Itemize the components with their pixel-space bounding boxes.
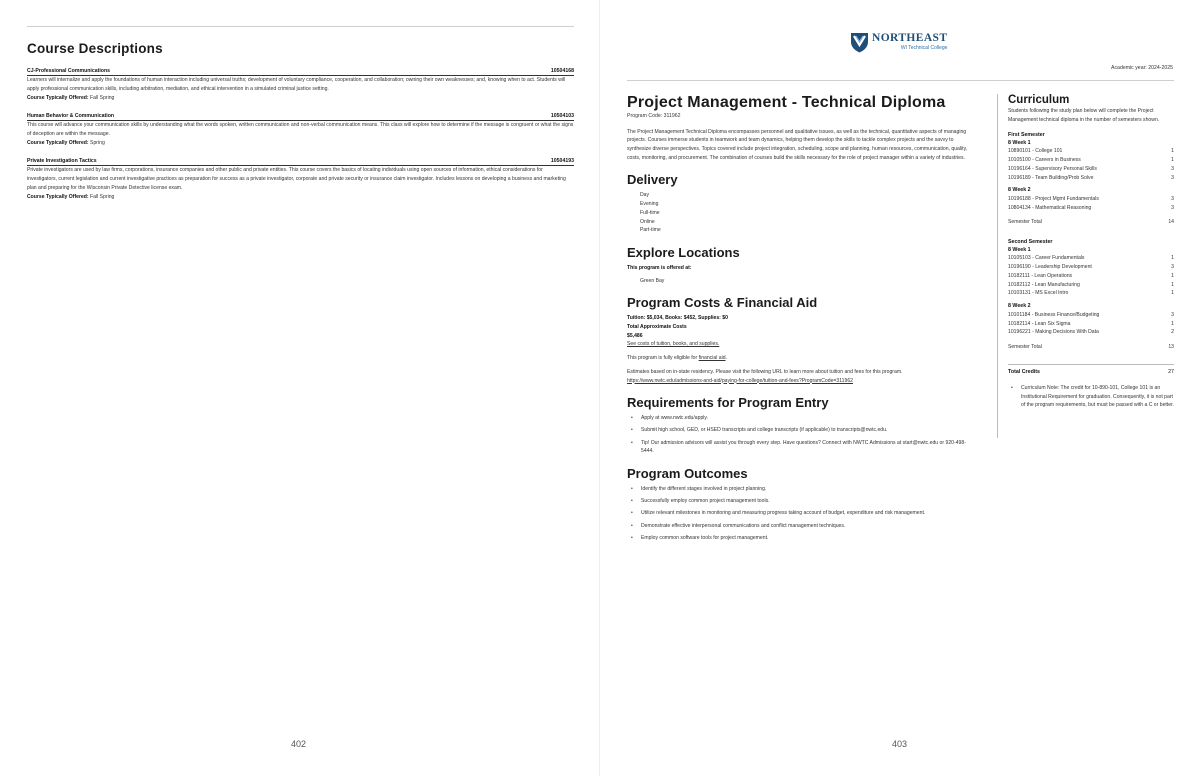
course-name: 10103131 - MS Excel Intro	[1008, 290, 1069, 297]
semester-total-row	[1008, 218, 1174, 227]
course-description: Private investigators are used by law firms, corporations, insurance companies and other public and private entities. This course covers the basics of locating individuals using open sources of information, ethical considerations for investigators, current legislation and current investigative practices as preparation for success as a private investigator, corporate and private security or insurance claim investigator. Includes lessons on developing a business and marketing plan and preparing for the Wisconsin Private Detective license exam.	[27, 167, 566, 191]
costs-link[interactable]: See costs of tuition, books, and supplies.	[627, 341, 720, 348]
financial-aid-link[interactable]: financial aid	[698, 355, 726, 362]
week-label: 8 Week 1	[1008, 139, 1031, 146]
week-label: 8 Week 2	[1008, 303, 1031, 310]
curriculum-course-row	[1008, 289, 1174, 298]
curriculum-course-row	[1008, 272, 1174, 281]
college-logo	[850, 31, 947, 53]
academic-year: Academic year: 2024-2025	[1111, 65, 1173, 71]
course-item	[27, 68, 574, 102]
requirement-item: • Apply at www.nwtc.edu/apply.	[627, 414, 977, 423]
course-name: 10105100 - Careers in Business	[1008, 156, 1081, 163]
curriculum-heading: Curriculum	[1008, 94, 1070, 106]
aid-end: .	[725, 355, 727, 362]
outcome-item: • Employ common software tools for project management.	[627, 534, 977, 543]
course-description: Learners will internalize and apply the foundations of human interaction including universal truths; development of voluntary compliance, cooperation, and collaboration; owning their own weaknesses; and, knowing when to act. Students will apply professional communication skills, including arbitration, mediation, and ethical intervention in a simulated criminal justice setting.	[27, 77, 566, 92]
course-offered	[27, 193, 574, 202]
delivery-item: Day	[640, 192, 650, 199]
requirements-list	[627, 414, 977, 456]
semester-total-row	[1008, 343, 1174, 352]
top-divider	[27, 26, 574, 27]
curriculum-course-row	[1008, 174, 1174, 183]
curriculum-course-row	[1008, 263, 1174, 272]
estimate-text: Estimates based on in-state residency. Please visit the following URL to learn more about tuition and fees for this program.	[627, 368, 903, 375]
page-number: 402	[291, 739, 307, 749]
total-credits-label: Total Credits	[1008, 368, 1040, 375]
location-item: Green Bay	[640, 277, 665, 284]
curriculum-course-row	[1008, 320, 1174, 329]
week-label: 8 Week 2	[1008, 187, 1031, 194]
course-title: Human Behavior & Communication	[27, 113, 115, 120]
course-credits: 1	[1171, 290, 1174, 297]
course-credits: 3	[1171, 204, 1174, 211]
course-credits: 1	[1171, 320, 1174, 327]
logo-main-text: NORTHEAST	[872, 32, 948, 45]
delivery-list	[627, 191, 977, 235]
curriculum-course-row	[1008, 165, 1174, 174]
course-header	[27, 113, 574, 121]
course-header	[27, 158, 574, 166]
costs-heading: Program Costs & Financial Aid	[627, 295, 818, 311]
course-item	[27, 158, 574, 201]
course-credits: 3	[1171, 174, 1174, 181]
logo-sub-text: WI Technical College	[900, 44, 948, 51]
course-name: 10196190 - Leadership Development	[1008, 264, 1092, 271]
delivery-item: Full-time	[640, 209, 660, 216]
course-code: 10504168	[550, 68, 574, 74]
curriculum-course-row	[1008, 328, 1174, 337]
curriculum-sidebar	[997, 94, 1174, 438]
curriculum-course-row	[1008, 147, 1174, 156]
curriculum-course-row	[1008, 195, 1174, 204]
curriculum-note	[1008, 384, 1174, 410]
header-divider	[627, 80, 1174, 81]
total-credits-row	[1008, 364, 1174, 377]
curriculum-course-row	[1008, 204, 1174, 213]
delivery-item: Online	[640, 218, 655, 225]
semester-total-label: Semester Total	[1008, 219, 1042, 226]
curriculum-course-row	[1008, 254, 1174, 263]
course-descriptions-heading: Course Descriptions	[27, 41, 163, 56]
delivery-heading: Delivery	[627, 172, 678, 188]
total-costs-value: $5,486	[627, 332, 643, 339]
course-name: 10196188 - Project Mgmt Fundamentals	[1008, 195, 1099, 202]
semester-total-label: Semester Total	[1008, 344, 1042, 351]
course-name: 10196221 - Making Decisions With Data	[1008, 329, 1099, 336]
logo-text	[872, 33, 947, 51]
course-offered-label: Course Typically Offered:	[27, 94, 89, 101]
outcome-item: • Demonstrate effective interpersonal communications and conflict management techniques.	[627, 522, 977, 531]
course-list	[27, 68, 574, 212]
program-title: Project Management - Technical Diploma	[627, 94, 946, 111]
curriculum-note-text: • Curriculum Note: The credit for 10-890-101, College 101 is an Institutional Requirement for graduation. Consequently, it is not part of the program requirements, but must be passed with a C or better.	[1008, 384, 1174, 410]
total-costs-label: Total Approximate Costs	[627, 324, 687, 331]
requirements-heading: Requirements for Program Entry	[627, 395, 829, 411]
requirement-item: • Submit high school, GED, or HSED transcripts and college transcripts (if applicable) to transcripts@nwtc.edu.	[627, 426, 977, 435]
course-name: 10105103 - Career Fundamentals	[1008, 255, 1085, 262]
course-name: 10182114 - Lean Six Sigma	[1008, 320, 1071, 327]
curriculum-intro: Students following the study plan below will complete the Project Management technical diploma in the number of semesters shown.	[1008, 108, 1160, 123]
course-name: 10890101 - College 101	[1008, 148, 1063, 155]
course-title: CJ-Professional Communications	[27, 68, 111, 74]
course-credits: 1	[1171, 255, 1174, 262]
course-item	[27, 113, 574, 147]
program-intro: The Project Management Technical Diploma encompasses personnel and qualitative issues, as well as the technical, quantitative aspects of managing projects. Courses immerse students in teamwork and team dynamics, helping them develop the skills to tackle complex projects and the savvy to synthesize diverse perspectives. Topics covered include project integration, scheduling, scope and planning, human resources, communication, quality, costs, monitoring, and procurement. The combination of courses build the skills necessary for the role of project manager within a variety of industries.	[627, 128, 968, 161]
course-name: 10196189 - Team Building/Prob Solve	[1008, 174, 1094, 181]
delivery-item: Evening	[640, 201, 659, 208]
course-credits: 3	[1171, 165, 1174, 172]
first-semester-label: First Semester	[1008, 132, 1045, 139]
total-credits-value: 27	[1168, 368, 1174, 375]
financial-aid-line	[627, 354, 977, 363]
course-offered-value: Fall Spring	[90, 193, 115, 200]
course-title: Private Investigation Tactics	[27, 158, 97, 165]
course-name: 10804134 - Mathematical Reasoning	[1008, 204, 1092, 211]
course-offered-value: Fall Spring	[90, 94, 115, 101]
outcome-item: • Identify the different stages involved in project planning.	[627, 485, 977, 494]
second-semester-label: Second Semester	[1008, 239, 1053, 246]
course-name: 10196164 - Supervisory Personal Skills	[1008, 165, 1097, 172]
program-main-column	[627, 94, 977, 546]
course-header	[27, 68, 574, 76]
aid-text: This program is fully eligible for	[627, 355, 698, 362]
course-code: 10504193	[550, 158, 574, 165]
course-credits: 3	[1171, 195, 1174, 202]
course-offered-value: Spring	[90, 139, 105, 146]
course-credits: 1	[1171, 272, 1174, 279]
course-credits: 1	[1171, 281, 1174, 288]
shield-logo-icon	[850, 31, 869, 53]
course-name: 10182112 - Lean Manufacturing	[1008, 281, 1080, 288]
course-credits: 2	[1171, 329, 1174, 336]
course-offered	[27, 139, 574, 148]
locations-heading: Explore Locations	[627, 244, 740, 260]
course-credits: 3	[1171, 264, 1174, 271]
semester-total-value: 13	[1168, 344, 1174, 351]
tuition-url-link[interactable]: https://www.nwtc.edu/admissions-and-aid/paying-for-college/tuition-and-fees?ProgramCode=311962	[627, 377, 853, 384]
week-label: 8 Week 1	[1008, 246, 1031, 253]
outcome-item: • Utilize relevant milestones in monitoring and measuring progress taking account of budget, expenditure and risk management.	[627, 509, 977, 518]
course-credits: 3	[1171, 311, 1174, 318]
outcomes-heading: Program Outcomes	[627, 466, 748, 482]
page-number: 403	[892, 739, 908, 749]
course-offered-label: Course Typically Offered:	[27, 139, 89, 146]
course-offered	[27, 94, 574, 103]
outcomes-list	[627, 485, 977, 543]
course-credits: 1	[1171, 148, 1174, 155]
delivery-item: Part-time	[640, 227, 661, 234]
curriculum-course-row	[1008, 281, 1174, 290]
course-name: 10101184 - Business Finance/Budgeting	[1008, 311, 1100, 318]
locations-offered-label: This program is offered at:	[627, 264, 692, 271]
curriculum-course-row	[1008, 156, 1174, 165]
semester-total-value: 14	[1168, 219, 1174, 226]
program-code: Program Code: 311962	[627, 113, 681, 119]
course-code: 10504103	[550, 113, 574, 120]
outcome-item: • Successfully employ common project management tools.	[627, 497, 977, 506]
course-credits: 1	[1171, 156, 1174, 163]
course-description: This course will advance your communication skills by understanding what the words spoken, written communication and non-verbal communication means. This class will explore how to determine if the message is congruent or what the signs of deception are within the message.	[27, 122, 574, 137]
curriculum-course-row	[1008, 311, 1174, 320]
requirement-item: • Tip! Our admission advisors will assist you through every step. Have questions? Connect with NWTC Admissions at start@nwtc.edu or 920-498-5444.	[627, 439, 977, 456]
course-offered-label: Course Typically Offered:	[27, 193, 89, 200]
course-name: 10182111 - Lean Operations	[1008, 272, 1073, 279]
tuition-line: Tuition: $5,034, Books: $452, Supplies: $0	[627, 315, 728, 322]
